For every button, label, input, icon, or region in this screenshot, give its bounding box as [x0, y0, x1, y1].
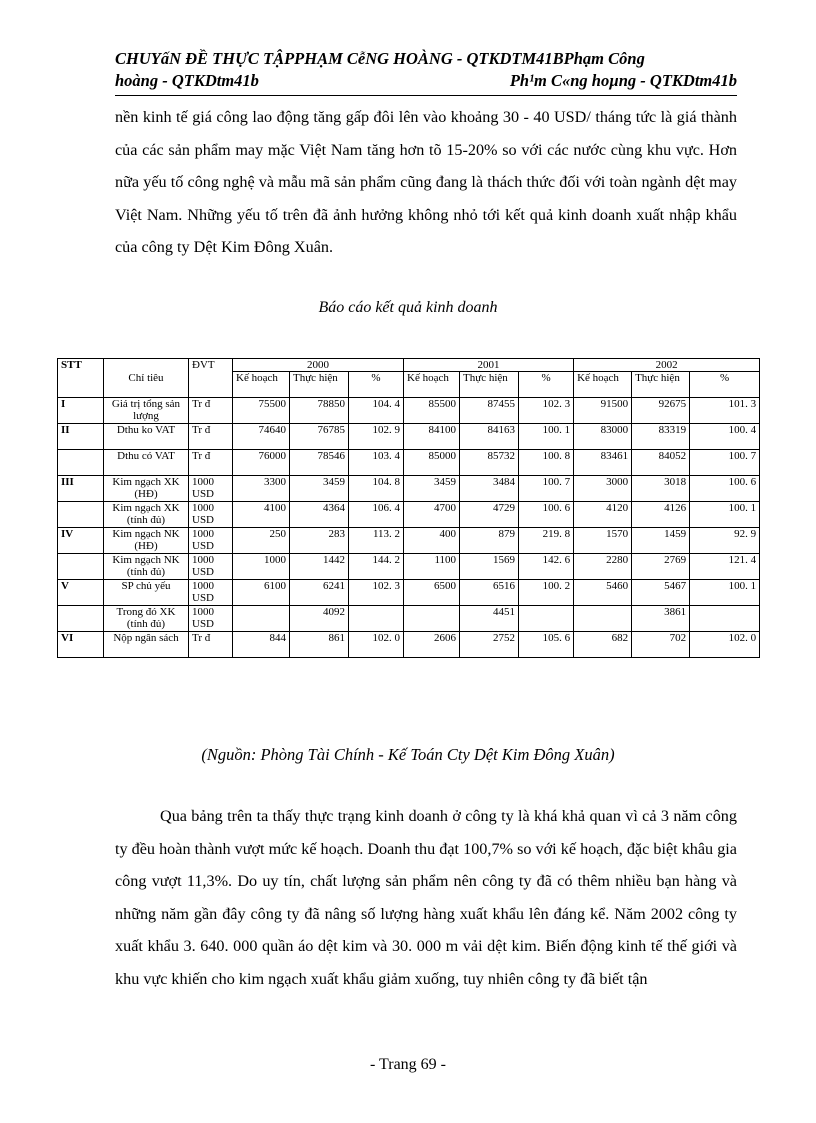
report-table-wrapper [57, 358, 759, 658]
table-caption: Báo cáo kết quả kinh doanh [318, 299, 498, 316]
cell-value: 844 [233, 632, 290, 658]
cell-value: 74640 [233, 424, 290, 450]
col-stt: STT [58, 359, 104, 398]
cell-unit: 1000 USD [189, 476, 233, 502]
cell-value: 83461 [574, 450, 632, 476]
cell-value: 100. 1 [690, 580, 760, 606]
cell-value: 6516 [460, 580, 519, 606]
cell-value: 84100 [404, 424, 460, 450]
cell-value: 1570 [574, 528, 632, 554]
cell-value: 83319 [632, 424, 690, 450]
cell-value: 75500 [233, 398, 290, 424]
cell-value: 682 [574, 632, 632, 658]
cell-value: 3861 [632, 606, 690, 632]
cell-value: 1442 [290, 554, 349, 580]
cell-unit: 1000 USD [189, 528, 233, 554]
cell-value: 283 [290, 528, 349, 554]
page-header [115, 48, 737, 92]
cell-value: 100. 7 [519, 476, 574, 502]
cell-unit: Tr đ [189, 398, 233, 424]
cell-indicator: Kim ngạch NK (tính đủ) [104, 554, 189, 580]
cell-value: 2769 [632, 554, 690, 580]
table-row [58, 632, 760, 658]
cell-value: 3459 [404, 476, 460, 502]
cell-value: 3000 [574, 476, 632, 502]
cell-value: 104. 4 [349, 398, 404, 424]
cell-value: 84163 [460, 424, 519, 450]
col-actual-2000: Thực hiện [290, 372, 349, 398]
business-results-table [57, 358, 760, 658]
page-number: - Trang 69 - [369, 1056, 446, 1073]
cell-stt [58, 450, 104, 476]
cell-value: 76000 [233, 450, 290, 476]
cell-indicator: Nộp ngân sách [104, 632, 189, 658]
col-actual-2002: Thực hiện [632, 372, 690, 398]
cell-value: 78850 [290, 398, 349, 424]
cell-value: 1569 [460, 554, 519, 580]
cell-value [233, 606, 290, 632]
cell-value: 861 [290, 632, 349, 658]
cell-unit: Tr đ [189, 632, 233, 658]
col-year-2000: 2000 [233, 359, 404, 372]
cell-value: 5467 [632, 580, 690, 606]
cell-indicator: Kim ngạch NK (HĐ) [104, 528, 189, 554]
cell-value: 4120 [574, 502, 632, 528]
col-indicator: Chỉ tiêu [104, 359, 189, 398]
cell-value: 102. 0 [349, 632, 404, 658]
table-row [58, 554, 760, 580]
table-row [58, 450, 760, 476]
cell-value [574, 606, 632, 632]
cell-value: 5460 [574, 580, 632, 606]
body-paragraph-2: Qua bảng trên ta thấy thực trạng kinh doanh ở công ty là khá khả quan vì cả 3 năm công ty đều hoàn thành vượt mức kế hoạch. Doanh thu đạt 100,7% so với kế hoạch, đặc biệt khâu gia công vượt 11,3%. Do uy tín, chất lượng sản phẩm nên công ty đã có thêm nhiều bạn hàng và những năm gần đây công ty đã nâng số lượng hàng xuất khẩu lên đáng kể. Năm 2002 công ty xuất khẩu 3. 640. 000 quần áo dệt kim và 30. 000 m vải dệt kim. Biến động kinh tế thế giới và khu vực khiến cho kim ngạch xuất khẩu giảm xuống, tuy nhiên công ty đã biết tận [115, 807, 737, 988]
cell-value: 100. 7 [690, 450, 760, 476]
cell-indicator: Kim ngạch XK (tính đủ) [104, 502, 189, 528]
cell-value: 87455 [460, 398, 519, 424]
cell-value: 102. 3 [349, 580, 404, 606]
cell-value: 113. 2 [349, 528, 404, 554]
cell-value: 4364 [290, 502, 349, 528]
cell-stt: II [58, 424, 104, 450]
table-row [58, 502, 760, 528]
cell-value: 78546 [290, 450, 349, 476]
cell-value: 100. 4 [690, 424, 760, 450]
col-percent-2001: % [519, 372, 574, 398]
cell-stt: IV [58, 528, 104, 554]
cell-value: 4092 [290, 606, 349, 632]
cell-stt [58, 606, 104, 632]
cell-value: 1000 [233, 554, 290, 580]
cell-value: 3459 [290, 476, 349, 502]
cell-value: 83000 [574, 424, 632, 450]
cell-value [349, 606, 404, 632]
cell-indicator: Dthu có VAT [104, 450, 189, 476]
cell-value: 400 [404, 528, 460, 554]
table-row [58, 528, 760, 554]
table-row [58, 606, 760, 632]
cell-value: 3018 [632, 476, 690, 502]
col-actual-2001: Thực hiện [460, 372, 519, 398]
cell-value [690, 606, 760, 632]
col-percent-2002: % [690, 372, 760, 398]
cell-stt: III [58, 476, 104, 502]
header-author-right: Ph¹m C«ng hoµng - QTKDtm41b [509, 71, 737, 90]
col-unit: ĐVT [189, 359, 233, 398]
cell-value: 1459 [632, 528, 690, 554]
cell-value: 100. 6 [519, 502, 574, 528]
cell-unit: 1000 USD [189, 502, 233, 528]
cell-value: 100. 6 [690, 476, 760, 502]
cell-value: 104. 8 [349, 476, 404, 502]
cell-value: 2752 [460, 632, 519, 658]
cell-value: 100. 8 [519, 450, 574, 476]
col-year-2002: 2002 [574, 359, 760, 372]
cell-value: 101. 3 [690, 398, 760, 424]
cell-value: 4100 [233, 502, 290, 528]
cell-value [519, 606, 574, 632]
table-row [58, 580, 760, 606]
cell-unit: 1000 USD [189, 580, 233, 606]
cell-value: 4126 [632, 502, 690, 528]
cell-stt [58, 554, 104, 580]
cell-value: 105. 6 [519, 632, 574, 658]
cell-indicator: Giá trị tổng sản lượng [104, 398, 189, 424]
cell-indicator: SP chủ yếu [104, 580, 189, 606]
cell-stt: V [58, 580, 104, 606]
cell-value: 6500 [404, 580, 460, 606]
body-paragraph-1: nền kinh tế giá công lao động tăng gấp đôi lên vào khoảng 30 - 40 USD/ tháng tức là giá thành của các sản phẩm may mặc Việt Nam tăng hơn tõ 15-20% so với các nước cùng khu vực. Hơn nữa yếu tố công nghệ và mẫu mã sản phẩm cũng đang là thách thức đối với toàn ngành dệt may Việt Nam. Những yếu tố trên đã ảnh hưởng không nhỏ tới kết quả kinh doanh xuất nhập khẩu của công ty Dệt Kim Đông Xuân. [115, 108, 737, 257]
cell-stt: VI [58, 632, 104, 658]
cell-value: 6100 [233, 580, 290, 606]
cell-stt [58, 502, 104, 528]
header-title: CHUYấN ĐỀ THỰC TẬPPHẠM CễNG HOÀNG - QTKDTM41BPhạm Công [115, 49, 645, 68]
cell-value: 3300 [233, 476, 290, 502]
header-rule [115, 95, 737, 96]
header-line-2 [115, 70, 737, 92]
cell-value: 250 [233, 528, 290, 554]
cell-unit: 1000 USD [189, 554, 233, 580]
cell-indicator: Kim ngạch XK (HĐ) [104, 476, 189, 502]
cell-value: 102. 0 [690, 632, 760, 658]
cell-value: 102. 3 [519, 398, 574, 424]
cell-value: 76785 [290, 424, 349, 450]
cell-value: 100. 2 [519, 580, 574, 606]
table-header-row-years [58, 359, 760, 372]
cell-value: 91500 [574, 398, 632, 424]
cell-value: 219. 8 [519, 528, 574, 554]
cell-value: 85000 [404, 450, 460, 476]
cell-value: 103. 4 [349, 450, 404, 476]
cell-unit: Tr đ [189, 424, 233, 450]
col-plan-2001: Kế hoạch [404, 372, 460, 398]
cell-value: 92. 9 [690, 528, 760, 554]
cell-value: 2280 [574, 554, 632, 580]
cell-value: 142. 6 [519, 554, 574, 580]
cell-value: 121. 4 [690, 554, 760, 580]
cell-value: 102. 9 [349, 424, 404, 450]
header-author-left: hoàng - QTKDtm41b [115, 71, 259, 90]
cell-value: 4451 [460, 606, 519, 632]
cell-indicator: Dthu ko VAT [104, 424, 189, 450]
cell-value: 144. 2 [349, 554, 404, 580]
header-line-1 [115, 48, 737, 70]
cell-unit: 1000 USD [189, 606, 233, 632]
cell-value [404, 606, 460, 632]
cell-value: 106. 4 [349, 502, 404, 528]
table-source-note: (Nguồn: Phòng Tài Chính - Kế Toán Cty Dệt Kim Đông Xuân) [201, 745, 615, 764]
cell-value: 4700 [404, 502, 460, 528]
cell-stt: I [58, 398, 104, 424]
cell-value: 100. 1 [519, 424, 574, 450]
col-percent-2000: % [349, 372, 404, 398]
cell-value: 100. 1 [690, 502, 760, 528]
col-plan-2002: Kế hoạch [574, 372, 632, 398]
cell-value: 2606 [404, 632, 460, 658]
table-row [58, 424, 760, 450]
cell-value: 879 [460, 528, 519, 554]
cell-value: 1100 [404, 554, 460, 580]
table-row [58, 476, 760, 502]
col-plan-2000: Kế hoạch [233, 372, 290, 398]
cell-value: 84052 [632, 450, 690, 476]
cell-value: 702 [632, 632, 690, 658]
cell-value: 85500 [404, 398, 460, 424]
cell-unit: Tr đ [189, 450, 233, 476]
cell-value: 4729 [460, 502, 519, 528]
cell-value: 6241 [290, 580, 349, 606]
cell-indicator: Trong đó XK (tính đủ) [104, 606, 189, 632]
cell-value: 85732 [460, 450, 519, 476]
cell-value: 3484 [460, 476, 519, 502]
cell-value: 92675 [632, 398, 690, 424]
table-row [58, 398, 760, 424]
col-year-2001: 2001 [404, 359, 574, 372]
